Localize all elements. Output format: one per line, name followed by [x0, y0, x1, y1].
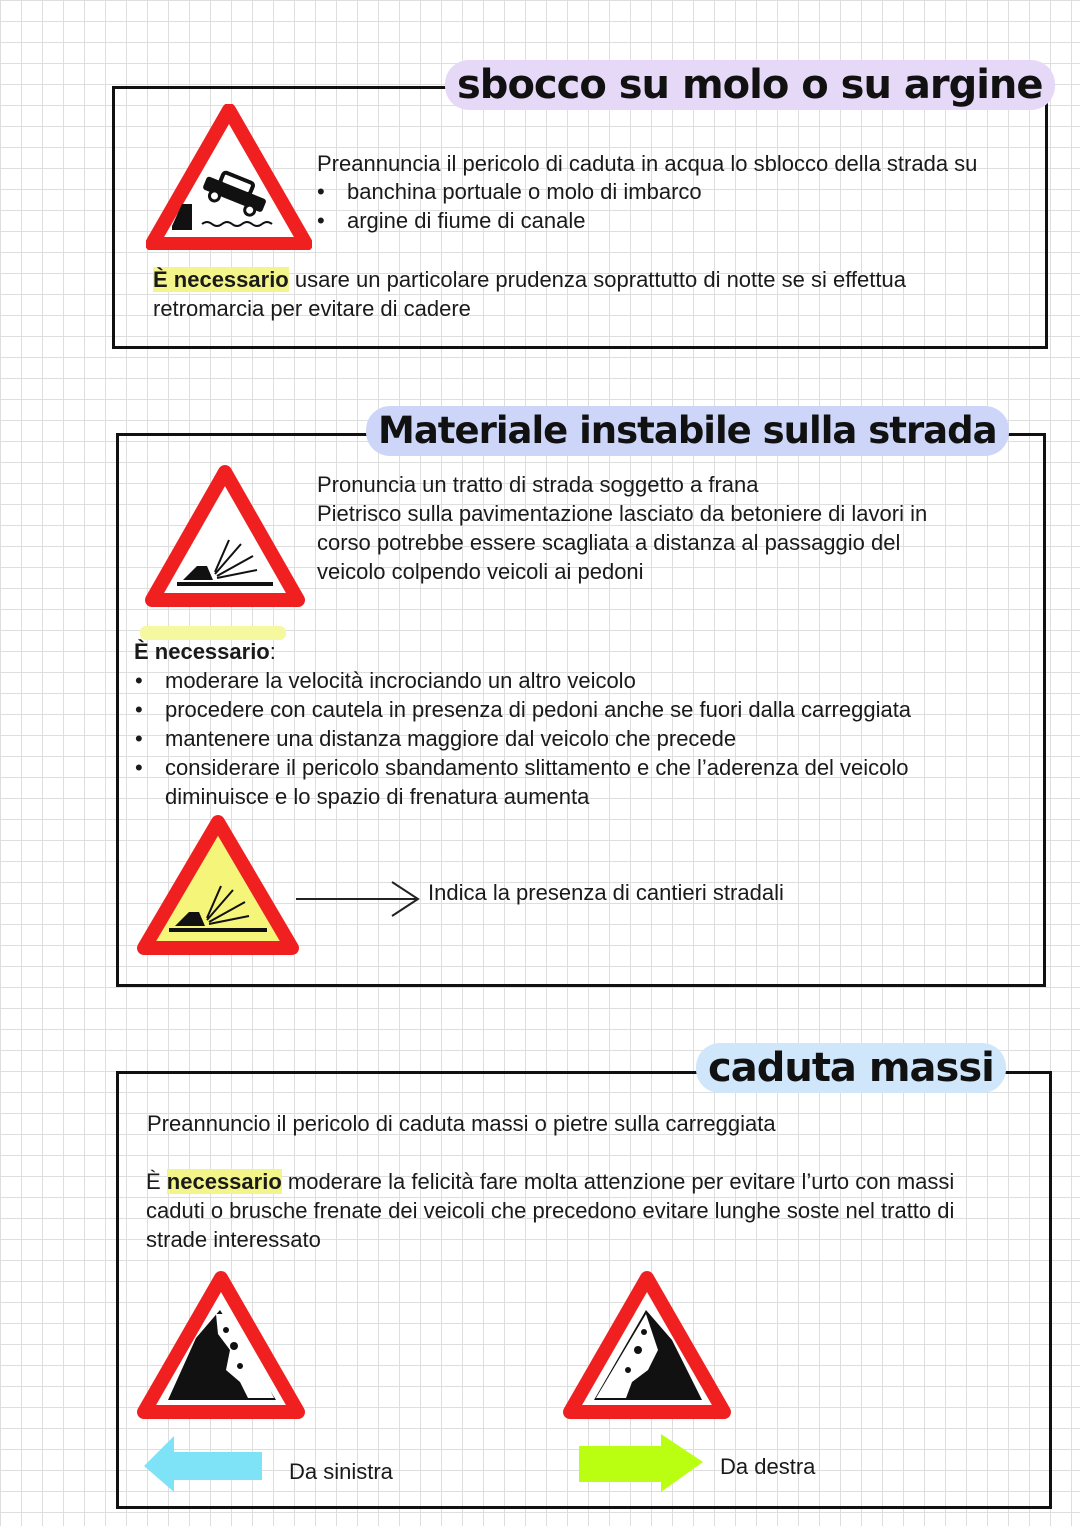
necessario-prefix: È [146, 1169, 167, 1194]
warning-sign-falling-rocks-right-icon [562, 1270, 732, 1422]
section-intro: Preannuncia il pericolo di caduta in acqua lo sblocco della strada su [317, 151, 978, 176]
necessario-text: moderare la felicità fare molta attenzione per evitare l’urto con massi [281, 1169, 955, 1194]
section-intro: Preannuncio il pericolo di caduta massi o pietre sulla carreggiata [147, 1111, 776, 1136]
warning-sign-gravel-icon [145, 464, 305, 608]
list-item: • banchina portuale o molo di imbarco [317, 177, 702, 206]
warning-sign-quay-icon [146, 104, 312, 250]
list-item: • moderare la velocità incrociando un altro veicolo [135, 666, 911, 695]
warning-sign-roadworks-icon [137, 814, 299, 956]
necessario-text: retromarcia per evitare di cadere [153, 296, 471, 321]
list-item: • argine di fiume di canale [317, 206, 702, 235]
necessario-text: usare un particolare prudenza soprattutto di notte se si effettua [288, 267, 906, 292]
list-item: • procedere con cautela in presenza di pedoni anche se fuori dalla carreggiata [135, 695, 911, 724]
intro-line: Pronuncia un tratto di strada soggetto a frana [317, 472, 759, 497]
list-item: • mantenere una distanza maggiore dal veicolo che precede [135, 724, 911, 753]
bullet-list [317, 177, 702, 235]
section-title: caduta massi [696, 1043, 1006, 1093]
necessario-text: strade interessato [146, 1227, 321, 1252]
right-label: Da destra [720, 1454, 816, 1479]
cantieri-text: Indica la presenza di cantieri stradali [428, 880, 784, 905]
intro-line: corso potrebbe essere scagliata a distanza al passaggio del [317, 530, 901, 555]
necessario-text: caduti o brusche frenate dei veicoli che precedono evitare lunghe soste nel tratto di [146, 1198, 955, 1223]
necessario-paragraph [153, 265, 906, 323]
arrow-right-green-icon [577, 1432, 707, 1494]
arrow-left-icon [142, 1434, 266, 1494]
section-title: sbocco su molo o su argine [445, 60, 1055, 110]
section-title: Materiale instabile sulla strada [366, 406, 1009, 456]
list-item: • considerare il pericolo sbandamento slittamento e che l’aderenza del veicolo [135, 753, 911, 782]
warning-sign-falling-rocks-left-icon [136, 1270, 306, 1422]
bullet-list [135, 666, 911, 811]
necessario-paragraph [146, 1167, 954, 1254]
section-intro [317, 470, 927, 586]
highlight-necessario: È necessario [153, 267, 289, 292]
arrow-right-icon [294, 880, 424, 918]
highlight-necessario: necessario [166, 1169, 282, 1194]
intro-line: veicolo colpendo veicoli ai pedoni [317, 559, 644, 584]
colon: : [269, 639, 276, 664]
necessario-label: È necessario [134, 639, 270, 664]
necessario-heading [134, 637, 276, 666]
list-item-continuation: diminuisce e lo spazio di frenatura aumenta [165, 784, 590, 809]
intro-line: Pietrisco sulla pavimentazione lasciato da betoniere di lavori in [317, 501, 928, 526]
left-label: Da sinistra [289, 1459, 393, 1484]
